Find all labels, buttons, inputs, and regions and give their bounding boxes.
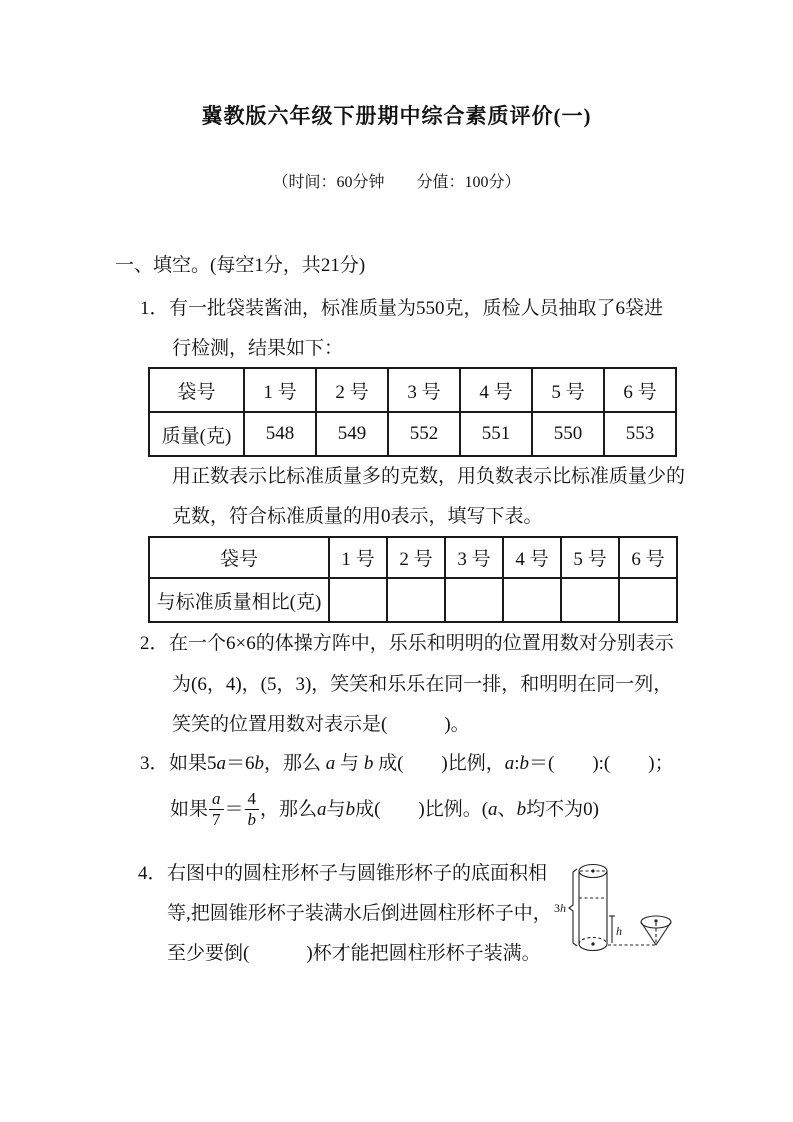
answer-blank-cell [445, 578, 503, 622]
q3-line1: 3．如果5a＝6b，那么 a 与 b 成( )比例，a:b＝( ):( )； [140, 753, 674, 774]
table-cell: 549 [316, 412, 388, 456]
answer-blank-cell [561, 578, 619, 622]
table-cell: 袋号 [149, 368, 244, 412]
answer-blank-cell [387, 578, 445, 622]
label-h: h [616, 924, 622, 938]
table-cell: 6 号 [604, 368, 676, 412]
table-cell: 5 号 [561, 537, 619, 578]
table-row [149, 368, 676, 412]
section-heading: 一、填空。(每空1分，共21分) [115, 255, 366, 276]
q2-line2: 为(6，4)，(5，3)，笑笑和乐乐在同一排，和明明在同一列， [172, 674, 673, 695]
answer-blank-cell [619, 578, 677, 622]
q4-line1: 4．右图中的圆柱形杯子与圆锥形杯子的底面积相 [138, 863, 548, 884]
answer-blank-cell [503, 578, 561, 622]
table-cell: 3 号 [445, 537, 503, 578]
fraction-a-over-7: $\frac{a}{7}$ [209, 789, 224, 829]
q1-note1: 用正数表示比标准质量多的克数，用负数表示比标准质量少的 [172, 466, 686, 487]
q4-line3: 至少要倒( )杯才能把圆柱形杯子装满。 [167, 943, 541, 964]
q1-note2: 克数，符合标准质量的用0表示，填写下表。 [172, 506, 543, 527]
table-row [149, 412, 676, 456]
q2-line3: 笑笑的位置用数对表示是( )。 [172, 714, 470, 735]
brace-3h [569, 869, 577, 946]
table-cell: 3 号 [388, 368, 460, 412]
table-cell: 6 号 [619, 537, 677, 578]
q1-fill-table [148, 536, 678, 623]
table-cell: 5 号 [532, 368, 604, 412]
table-cell: 552 [388, 412, 460, 456]
q1-number: 1． [140, 298, 169, 319]
table-cell: 4 号 [460, 368, 532, 412]
table-cell: 548 [244, 412, 316, 456]
q2-line1: 2．在一个6×6的体操方阵中，乐乐和明明的位置用数对分别表示 [140, 633, 674, 654]
table-cell: 与标准质量相比(克) [149, 578, 329, 622]
q3-number: 3． [140, 753, 169, 774]
table-cell: 551 [460, 412, 532, 456]
q4-line2: 等,把圆锥形杯子装满水后倒进圆柱形杯子中， [167, 903, 552, 924]
table-row [149, 578, 677, 622]
q4-number: 4． [138, 863, 167, 884]
table-cell: 袋号 [149, 537, 329, 578]
table-cell: 4 号 [503, 537, 561, 578]
answer-blank-cell [329, 578, 387, 622]
fraction-4-over-b: $\frac{4}{b}$ [245, 789, 260, 829]
q1-line1: 1．有一批袋装酱油，标准质量为550克，质检人员抽取了6袋进 [140, 298, 664, 319]
page-title: 冀教版六年级下册期中综合素质评价(一) [201, 104, 592, 128]
table-cell: 质量(克) [149, 412, 244, 456]
table-cell: 553 [604, 412, 676, 456]
table-cell: 2 号 [316, 368, 388, 412]
table-cell: 1 号 [329, 537, 387, 578]
table-cell: 1 号 [244, 368, 316, 412]
q1-line2: 行检测，结果如下： [172, 338, 344, 359]
q1-measured-table [148, 367, 677, 457]
table-cell: 2 号 [387, 537, 445, 578]
q2-number: 2． [140, 633, 169, 654]
cylinder-bottom-center-dot [591, 942, 594, 945]
q3-line2: 如果 $\frac{a}{7}$ ＝ $\frac{4}{b}$ ，那么 a 与 b 成( )比例。( a 、 b 均不为0) [170, 789, 599, 829]
label-3h: 3h [554, 901, 566, 915]
table-row [149, 537, 677, 578]
exam-time-score-line: （时间：60分钟 分值：100分） [272, 174, 521, 191]
cylinder-cone-figure [552, 856, 704, 974]
table-cell: 550 [532, 412, 604, 456]
cylinder-top-center-dot [591, 869, 594, 872]
cone-top-center-dot [654, 919, 657, 922]
